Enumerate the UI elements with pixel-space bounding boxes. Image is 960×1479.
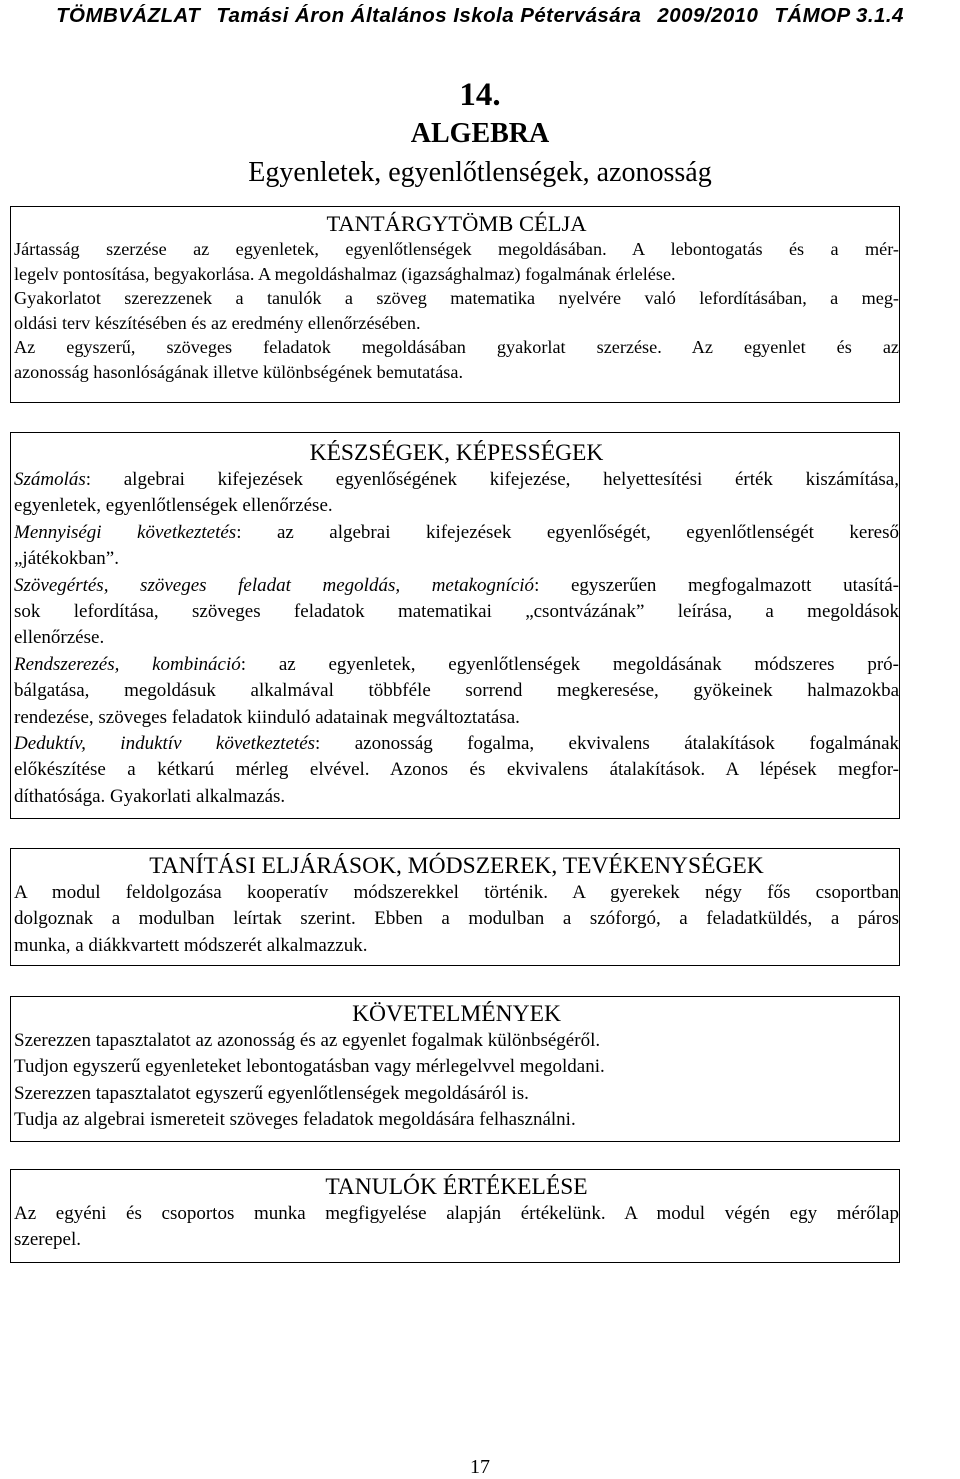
section-celja bbox=[10, 206, 900, 403]
requirement-line: Tudja az algebrai ismereteit szöveges feladatok megoldására felhasználni. bbox=[14, 1109, 576, 1131]
skill-line bbox=[14, 467, 899, 493]
section-title: TANTÁRGYTÖMB CÉLJA bbox=[326, 211, 587, 236]
skill-line bbox=[14, 652, 899, 678]
requirement-line: Szerezzen tapasztalatot egyszerű egyenlőtlenségek megoldásáról is. bbox=[14, 1082, 529, 1104]
text-line: oldási terv készítésében és az eredmény ellenőrzésében. bbox=[14, 312, 421, 333]
skill-line bbox=[14, 520, 899, 546]
skill-text: : az algebrai kifejezések egyenlőségét, egyenlőtlenségét kereső bbox=[236, 521, 899, 543]
module-title: ALGEBRA bbox=[410, 118, 550, 149]
skill-label: Rendszerezés, kombináció bbox=[14, 653, 241, 675]
section-title: TANULÓK ÉRTÉKELÉSE bbox=[325, 1174, 588, 1200]
header-school: Tamási Áron Általános Iskola Pétervására bbox=[216, 4, 642, 27]
skill-text: : az egyenletek, egyenlőtlenségek megoldásának módszeres pró- bbox=[240, 653, 900, 675]
skill-line: sok lefordítása, szöveges feladatok matematikai „csontvázának” leírása, a megoldások bbox=[14, 601, 899, 623]
skill-text: : egyszerűen megfogalmazott utasítá- bbox=[534, 574, 899, 596]
skill-line: bálgatása, megoldásuk alkalmával többféle sorrend megkeresése, gyökeinek halmazokba bbox=[14, 680, 899, 702]
text-line: Jártasság szerzése az egyenletek, egyenlőtlenségek megoldásában. A lebontogatás és a mér- bbox=[14, 239, 899, 259]
text-line: azonosság hasonlóságának illetve különbségének bemutatása. bbox=[14, 361, 463, 382]
skill-label: Szövegértés, szöveges feladat megoldás, metakogníció bbox=[14, 574, 535, 596]
module-number: 14. bbox=[459, 77, 501, 113]
section-ertekeles bbox=[10, 1169, 900, 1263]
text-line: Az egyéni és csoportos munka megfigyelése alapján értékelünk. A modul végén egy mérőlap bbox=[14, 1203, 899, 1224]
text-line: Az egyszerű, szöveges feladatok megoldásában gyakorlat szerzése. Az egyenlet és az bbox=[14, 337, 899, 358]
text-line: munka, a diákkvartett módszerét alkalmazzuk. bbox=[14, 934, 368, 956]
skill-line: díthatósága. Gyakorlati alkalmazás. bbox=[14, 785, 286, 807]
skill-label: Számolás bbox=[14, 469, 86, 490]
document-header bbox=[0, 4, 960, 28]
skill-text: : algebrai kifejezések egyenlőségének kifejezése, helyettesítési érték kiszámítása, bbox=[85, 469, 899, 490]
text-line: legelv pontosítása, begyakorlása. A megoldáshalmaz (igazsághalmaz) fogalmának érlelése. bbox=[14, 263, 676, 284]
section-keszsegek bbox=[10, 432, 900, 819]
text-line: A modul feldolgozása kooperatív módszerekkel történik. A gyerekek négy fős csoportban bbox=[14, 882, 899, 903]
header-program: TÁMOP 3.1.4 bbox=[774, 4, 904, 27]
header-doc-type: TÖMBVÁZLAT bbox=[56, 4, 201, 27]
skill-line bbox=[14, 731, 899, 757]
section-title: KÖVETELMÉNYEK bbox=[352, 1001, 561, 1027]
requirement-line: Tudjon egyszerű egyenleteket lebontogatásban vagy mérlegelvvel megoldani. bbox=[14, 1056, 605, 1078]
skill-label: Mennyiségi következtetés bbox=[14, 521, 237, 543]
skill-line: egyenletek, egyenlőtlenségek ellenőrzése. bbox=[14, 495, 333, 517]
page-number: 17 bbox=[470, 1456, 490, 1478]
section-modszerek bbox=[10, 848, 900, 966]
skill-text: : azonosság fogalma, ekvivalens átalakítások fogalmának bbox=[315, 733, 899, 755]
header-year: 2009/2010 bbox=[657, 4, 759, 27]
text-line: dolgoznak a modulban leírtak szerint. Ebben a modulban a szóforgó, a feladatküldés, a páros bbox=[14, 908, 899, 930]
section-kovetelmenyek bbox=[10, 996, 900, 1142]
skill-line: ellenőrzése. bbox=[14, 627, 105, 649]
text-line: Gyakorlatot szerezzenek a tanulók a szöveg matematika nyelvére való lefordításában, a meg- bbox=[14, 288, 899, 309]
skill-line: előkészítése a kétkarú mérleg elvével. Azonos és ekvivalens átalakítások. A lépések megfor- bbox=[14, 759, 899, 781]
module-subtitle: Egyenletek, egyenlőtlenségek, azonosság bbox=[248, 157, 712, 188]
requirement-line: Szerezzen tapasztalatot az azonosság és az egyenlet fogalmak különbségéről. bbox=[14, 1030, 601, 1051]
skill-line bbox=[14, 573, 899, 599]
skill-line: „játékokban”. bbox=[14, 548, 119, 570]
section-title: KÉSZSÉGEK, KÉPESSÉGEK bbox=[309, 440, 604, 466]
skill-label: Deduktív, induktív következtetés bbox=[14, 733, 316, 755]
section-title: TANÍTÁSI ELJÁRÁSOK, MÓDSZEREK, TEVÉKENYSÉGEK bbox=[149, 853, 764, 879]
skill-line: rendezése, szöveges feladatok kiinduló adatainak megváltoztatása. bbox=[14, 706, 520, 728]
text-line: szerepel. bbox=[14, 1229, 81, 1251]
